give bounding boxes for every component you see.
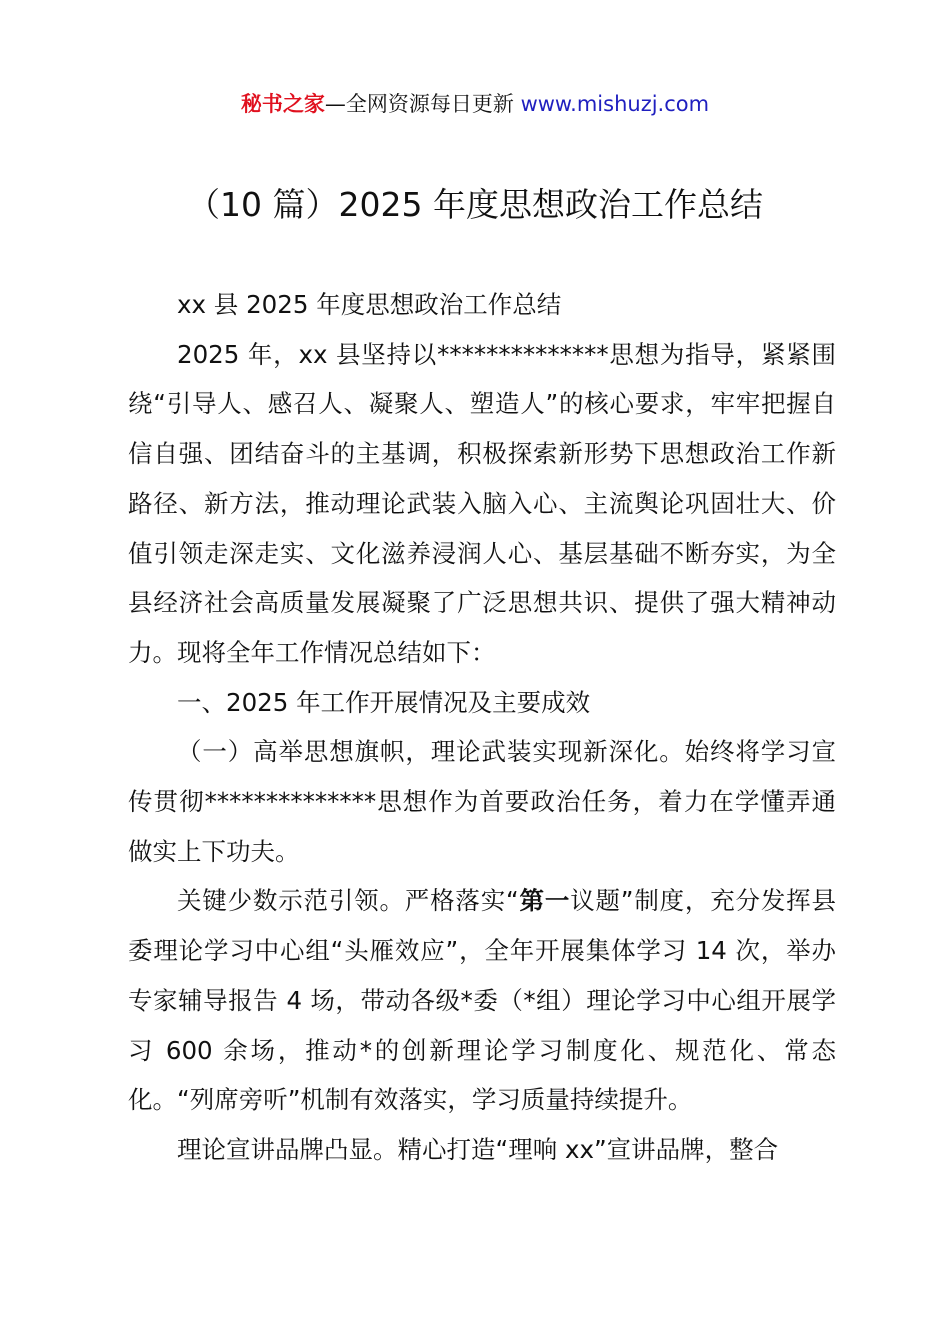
lecture-paragraph: 理论宣讲品牌凸显。精心打造“理响 xx”宣讲品牌，整合 bbox=[177, 1134, 779, 1164]
document-subtitle: xx 县 2025 年度思想政治工作总结 bbox=[177, 290, 562, 319]
section-heading: 一、2025 年工作开展情况及主要成效 bbox=[177, 687, 591, 717]
intro-paragraph: 2025 年，xx 县坚持以**************思想为指导，紧紧围绕“引导人、感召人、凝聚人、塑造人”的核心要求，牢牢把握自信自强、团结奋斗的主基调，积极探索新形势下思想政治工作新路径、新方法，推动理论武装入脑入心、主流舆论巩固壮大、价值引领走深走实、文化滋养浸润人心、基层基础不断夯实，为全县经济社会高质量发展凝聚了广泛思想共识、提供了强大精神动力。现将全年工作情况总结如下： bbox=[128, 339, 836, 667]
key-minority-text-start: 关键少数示范引领。严格落实“ bbox=[177, 886, 519, 916]
site-header bbox=[0, 88, 950, 120]
subsection-paragraph: （一）高举思想旗帜，理论武装实现新深化。始终将学习宣传贯彻**************思想作为首要政治任务，着力在学懂弄通做实上下功夫。 bbox=[128, 737, 836, 866]
key-minority-text-end: 议题”制度，充分发挥县委理论学习中心组“头雁效应”，全年开展集体学习 14 次，举办专家辅导报告 4 场，带动各级*委（*组）理论学习中心组开展学习 600 余场，推动*的创新理论学习制度化、规范化、常态化。“列席旁听”机制有效落实，学习质量持续提升。 bbox=[128, 886, 836, 1115]
key-minority-paragraph bbox=[128, 876, 836, 1125]
document-body bbox=[128, 280, 836, 1175]
brand-name: 秘书之家 bbox=[240, 92, 325, 116]
key-minority-bold-text: 第一 bbox=[518, 886, 571, 916]
document-title: （10 篇）2025 年度思想政治工作总结 bbox=[187, 185, 763, 224]
header-tagline: —全网资源每日更新 bbox=[324, 92, 521, 116]
site-url-link[interactable]: www.mishuzj.com bbox=[520, 92, 710, 116]
